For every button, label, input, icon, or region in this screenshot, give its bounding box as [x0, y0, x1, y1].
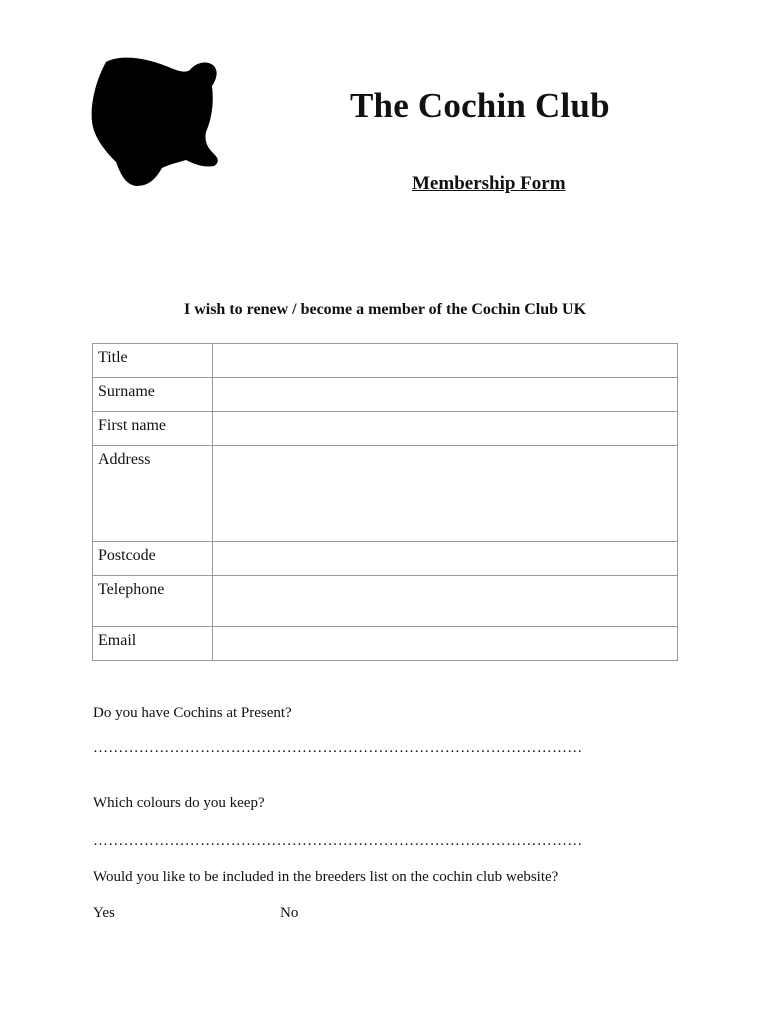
- title-field[interactable]: [213, 344, 678, 378]
- form-row-title: [93, 344, 678, 378]
- email-field[interactable]: [213, 627, 678, 661]
- form-subtitle: Membership Form: [412, 173, 566, 194]
- membership-intro: I wish to renew / become a member of the Cochin Club UK: [183, 301, 587, 318]
- option-yes[interactable]: Yes: [93, 905, 115, 921]
- membership-form-table: [92, 343, 678, 661]
- postcode-field[interactable]: [213, 542, 678, 576]
- question-colours-kept: Which colours do you keep?: [93, 795, 265, 811]
- option-no[interactable]: No: [280, 905, 299, 921]
- field-label: Postcode: [93, 542, 213, 576]
- field-label: Email: [93, 627, 213, 661]
- answer-line-colours-kept[interactable]: ……………………………………………………………………………………: [93, 833, 583, 849]
- surname-field[interactable]: [213, 378, 678, 412]
- question-breeders-list: Would you like to be included in the breeders list on the cochin club website?: [93, 869, 559, 885]
- field-label: First name: [93, 412, 213, 446]
- field-label: Address: [93, 446, 213, 542]
- form-row-surname: [93, 378, 678, 412]
- form-row-first-name: [93, 412, 678, 446]
- first-name-field[interactable]: [213, 412, 678, 446]
- page-title: The Cochin Club: [350, 86, 610, 125]
- answer-line-cochins-present[interactable]: ……………………………………………………………………………………: [93, 740, 583, 756]
- form-row-address: [93, 446, 678, 542]
- form-row-postcode: [93, 542, 678, 576]
- field-label: Surname: [93, 378, 213, 412]
- telephone-field[interactable]: [213, 576, 678, 627]
- address-field[interactable]: [213, 446, 678, 542]
- question-cochins-present: Do you have Cochins at Present?: [93, 705, 292, 721]
- field-label: Title: [93, 344, 213, 378]
- cochin-chicken-silhouette-icon: [86, 52, 226, 192]
- form-row-telephone: [93, 576, 678, 627]
- form-row-email: [93, 627, 678, 661]
- field-label: Telephone: [93, 576, 213, 627]
